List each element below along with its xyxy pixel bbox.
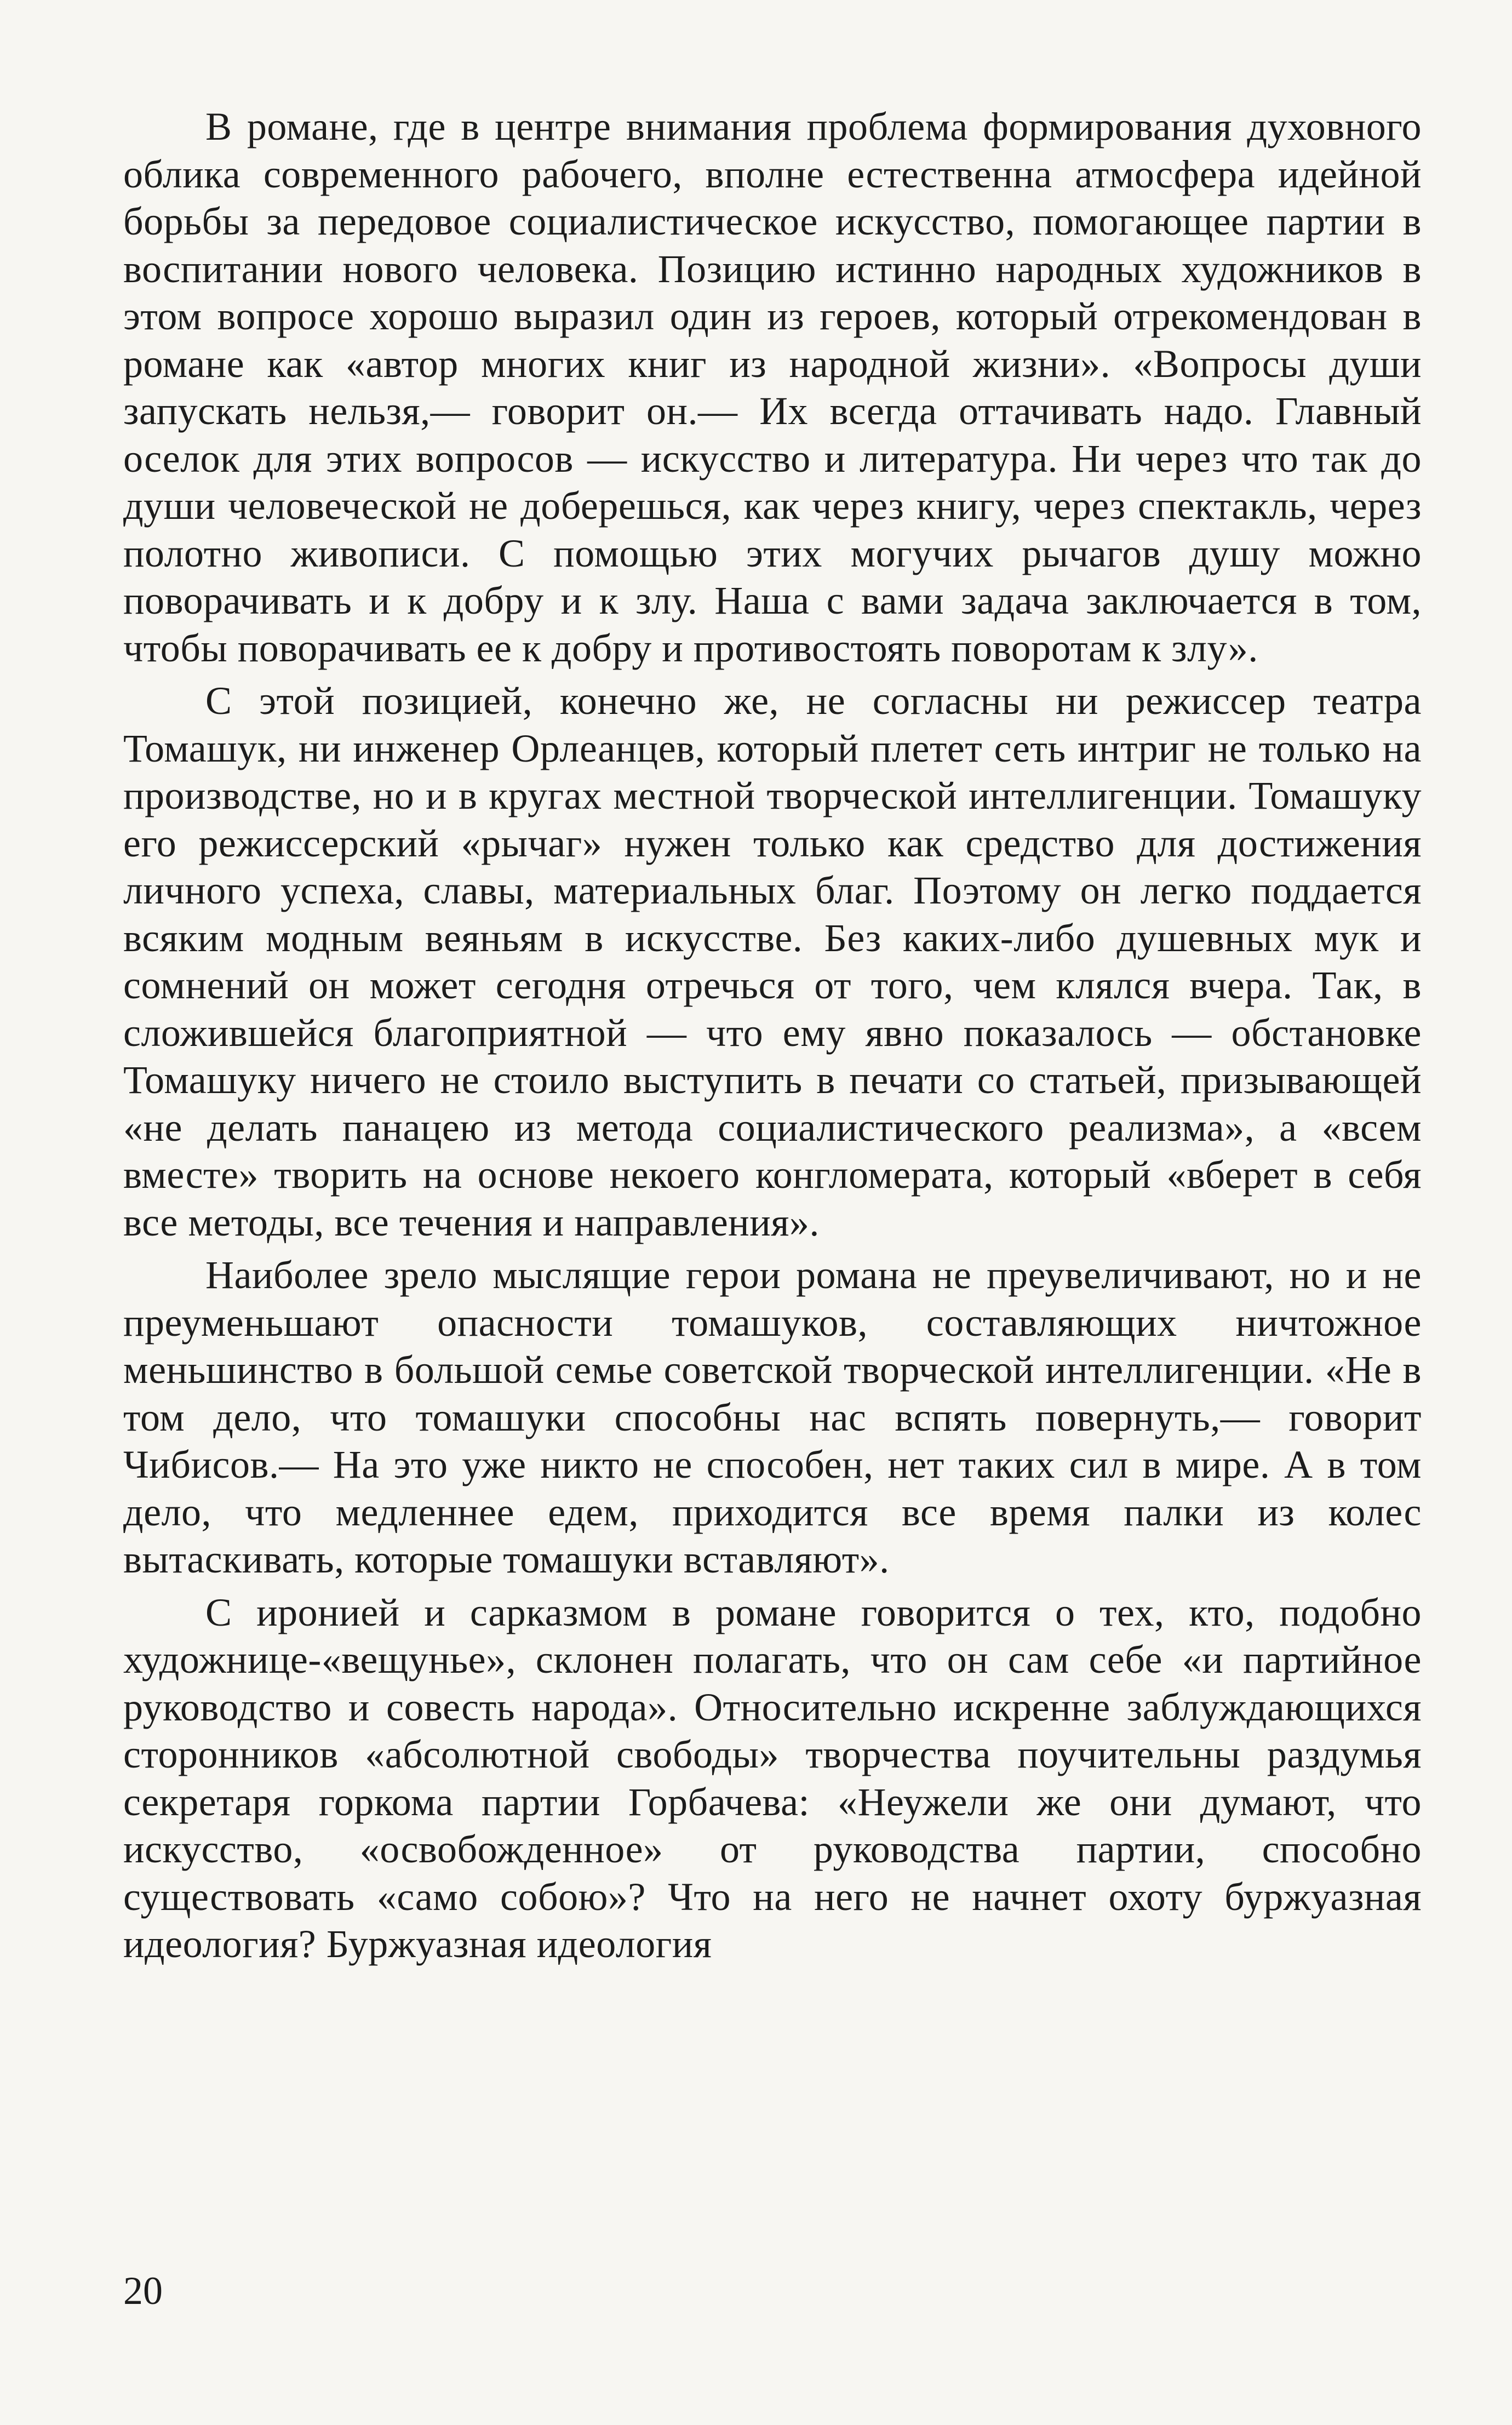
page-number: 20	[123, 2269, 163, 2313]
paragraph-2: С этой позицией, конечно же, не согласны ни режиссер театра Томашук, ни инженер Орлеанцев, который плетет сеть интриг не только на производстве, но и в кругах местной творческой интеллигенции. Томашуку его режиссерский «рычаг» нужен только как средство для достижения личного успеха, славы, материальных благ. Поэтому он легко поддается всяким модным веяньям в искусстве. Без каких-либо душевных мук и сомнений он может сегодня отречься от того, чем клялся вчера. Так, в сложившейся благоприятной — что ему явно показалось — обстановке Томашуку ничего не стоило выступить в печати со статьей, призывающей «не делать панацею из метода социалистического реализма», а «всем вместе» творить на основе некоего конгломерата, который «вберет в себя все методы, все течения и направления».	[123, 679, 1422, 1244]
paragraph-1: В романе, где в центре внимания проблема формирования духовного облика современного рабочего, вполне естественна атмосфера идейной борьбы за передовое социалистическое искусство, помогающее партии в воспитании нового человека. Позицию истинно народных художников в этом вопросе хорошо выразил один из героев, который отрекомендован в романе как «автор многих книг из народной жизни». «Вопросы души запускать нельзя,— говорит он.— Их всегда оттачивать надо. Главный оселок для этих вопросов — искусство и литература. Ни через что так до души человеческой не доберешься, как через книгу, через спектакль, через полотно живописи. С помощью этих могучих рычагов душу можно поворачивать и к добру и к злу. Наша с вами задача заключается в том, чтобы поворачивать ее к добру и противостоять поворотам к злу».	[123, 105, 1422, 670]
page-text	[123, 103, 1422, 1974]
paragraph-3: Наиболее зрело мыслящие герои романа не преувеличивают, но и не преуменьшают опасности томашуков, составляющих ничтожное меньшинство в большой семье советской творческой интеллигенции. «Не в том дело, что томашуки способны нас вспять повернуть,— говорит Чибисов.— На это уже никто не способен, нет таких сил в мире. А в том дело, что медленнее едем, приходится все время палки из колес вытаскивать, которые томашуки вставляют».	[123, 1253, 1422, 1581]
paragraph-4: С иронией и сарказмом в романе говорится о тех, кто, подобно художнице-«вещунье», склонен полагать, что он сам себе «и партийное руководство и совесть народа». Относительно искренне заблуждающихся сторонников «абсолютной свободы» творчества поучительны раздумья секретаря горкома партии Горбачева: «Неужели же они думают, что искусство, «освобожденное» от руководства партии, способно существовать «само собою»? Что на него не начнет охоту буржуазная идеология? Буржуазная идеология	[123, 1590, 1422, 1966]
